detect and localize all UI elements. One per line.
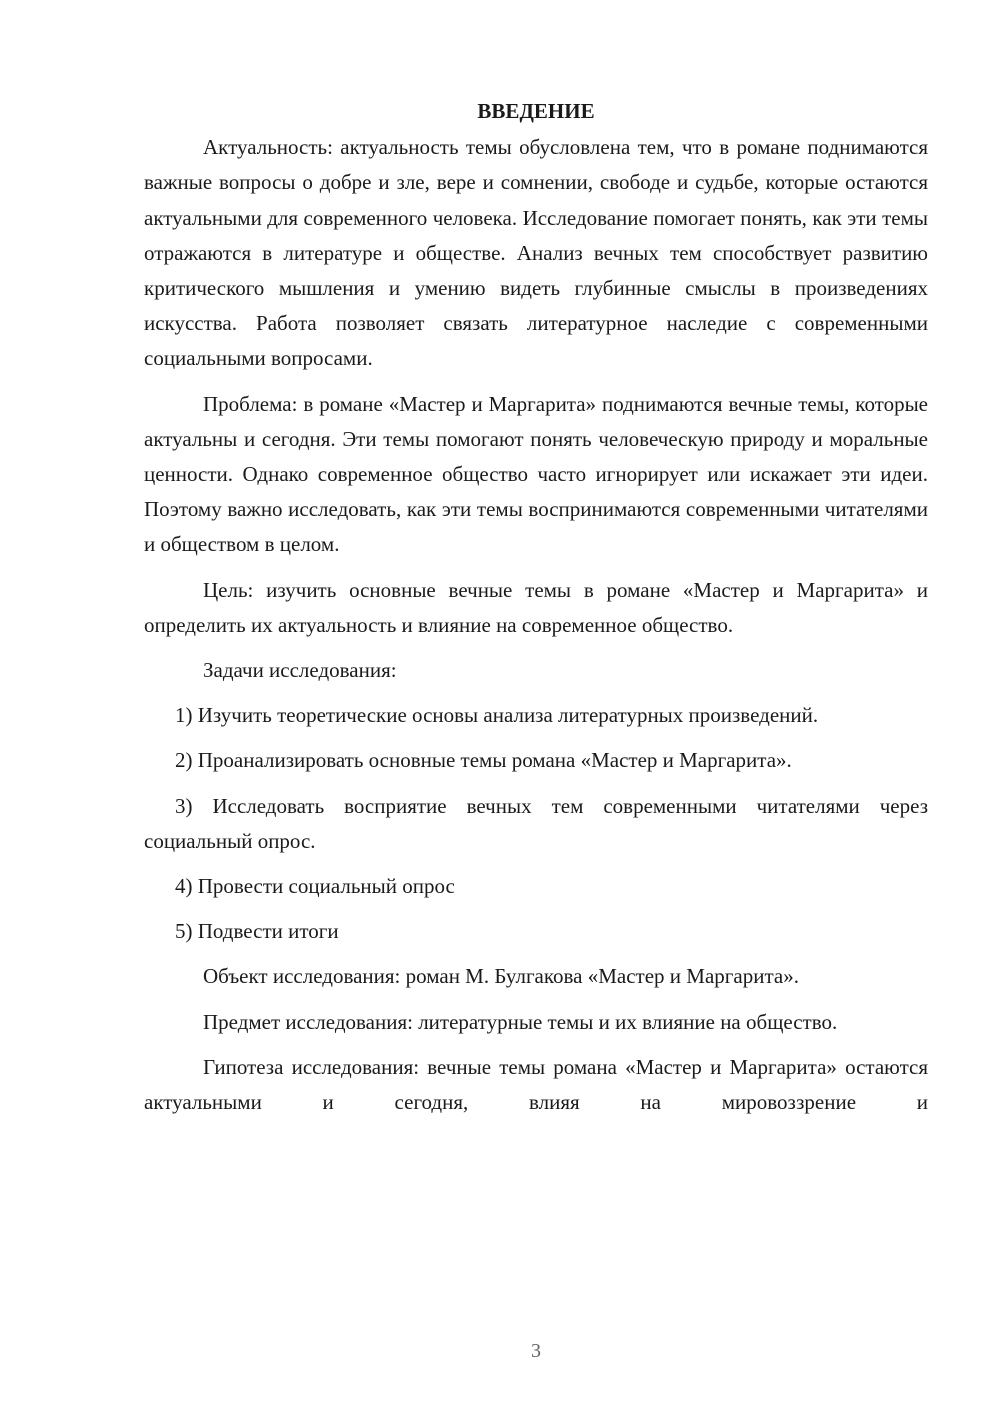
list-item-task-5: 5) Подвести итоги (175, 919, 339, 944)
paragraph-problem: Проблема: в романе «Мастер и Маргарита» поднимаются вечные темы, которые актуальны и сегодня. Эти темы помогают понять человеческую природу и моральные ценности. Однако современное общество часто игнорирует или искажает эти идеи. Поэтому важно исследовать, как эти темы воспринимаются современными читателями и обществом в целом. (144, 391, 928, 557)
section-title: ВВЕДЕНИЕ (477, 99, 595, 123)
paragraph-hypothesis: Гипотеза исследования: вечные темы романа «Мастер и Маргарита» остаются актуальными и сегодня, влияя на мировоззрение и (144, 1054, 928, 1115)
list-item-task-4: 4) Провести социальный опрос (175, 874, 455, 899)
list-item-task-3: 3) Исследовать восприятие вечных тем современными читателями через социальный опрос. (144, 793, 928, 853)
paragraph-subject: Предмет исследования: литературные темы и их влияние на общество. (203, 1009, 838, 1034)
paragraph-relevance: Актуальность: актуальность темы обусловлена тем, что в романе поднимаются важные вопросы о добре и зле, вере и сомнении, свободе и судьбе, которые остаются актуальными для современного человека. Исследование помогает понять, как эти темы отражаются в литературе и обществе. Анализ вечных тем способствует развитию критического мышления и умению видеть глубинные смыслы в произведениях искусства. Работа позволяет связать литературное наследие с современными социальными вопросами. (144, 135, 928, 371)
paragraph-goal: Цель: изучить основные вечные темы в романе «Мастер и Маргарита» и определить их актуальность и влияние на современное общество. (144, 577, 928, 637)
paragraph-object: Объект исследования: роман М. Булгакова «Мастер и Маргарита». (203, 964, 799, 989)
list-item-task-2: 2) Проанализировать основные темы романа «Мастер и Маргарита». (175, 748, 792, 773)
list-item-task-1: 1) Изучить теоретические основы анализа литературных произведений. (175, 703, 819, 728)
paragraph-tasks-heading: Задачи исследования: (203, 658, 397, 683)
page-number: 3 (531, 1340, 541, 1362)
page-content (144, 94, 928, 1130)
